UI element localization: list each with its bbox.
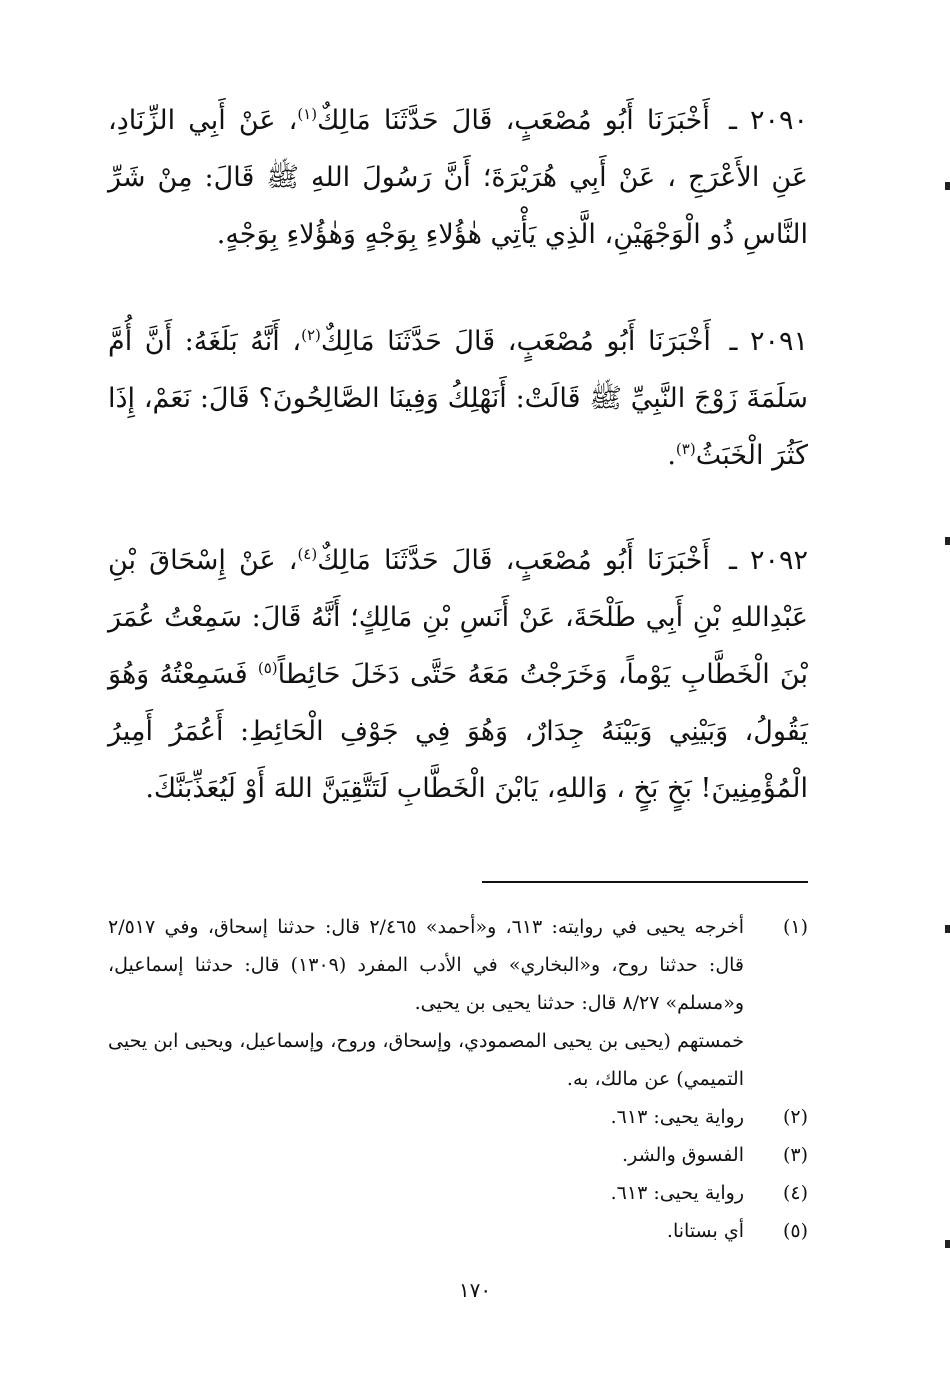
footnote-text: رواية يحيى: ٦١٣. xyxy=(610,1182,744,1204)
footnote-5 xyxy=(108,1212,808,1250)
hadith-number: ٢٠٩٠ ـ xyxy=(728,105,808,136)
footnote-text: رواية يحيى: ٦١٣. xyxy=(610,1106,744,1128)
footnote-3 xyxy=(108,1136,808,1174)
footnote-divider xyxy=(482,881,808,883)
hadith-text: أَخْبَرَنَا أَبُو مُصْعَبٍ، قَالَ حَدَّثَنَا مَالِكٌ xyxy=(317,105,710,136)
hadith-2092 xyxy=(108,532,808,817)
margin-mark xyxy=(945,182,950,190)
hadith-number: ٢٠٩٢ ـ xyxy=(728,545,808,576)
footnote-number: (١) xyxy=(782,916,808,938)
hadith-text: أَخْبَرَنَا أَبُو مُصْعَبٍ، قَالَ حَدَّثَنَا مَالِكٌ xyxy=(320,326,711,357)
footnote-ref: (٣) xyxy=(675,440,696,458)
hadith-text: ، عَنْ إِسْحَاقَ بْنِ عَبْدِاللهِ بْنِ أَبِي طَلْحَةَ، عَنْ أَنَسِ بْنِ مَالِكٍ؛ أَنَّهُ قَالَ: سَمِعْتُ عُمَرَ بْنَ الْخَطَّابِ يَوْماً، وَخَرَجْتُ مَعَهُ حَتَّى دَخَلَ حَائِطاً xyxy=(108,545,808,690)
hadith-number: ٢٠٩١ ـ xyxy=(729,326,809,357)
footnotes xyxy=(108,908,808,1250)
footnote-4 xyxy=(108,1174,808,1212)
footnote-text: أخرجه يحيى في روايته: ٦١٣، و«أحمد» ٢/٤٦٥ قال: حدثنا إسحاق، وفي ٢/٥١٧ قال: حدثنا روح، و«البخاري» في الأدب المفرد (١٣٠٩) قال: حدثنا إسماعيل، و«مسلم» ٨/٢٧ قال: حدثنا يحيى بن يحيى. xyxy=(108,916,745,1014)
margin-mark xyxy=(945,1240,950,1248)
hadith-text: أَخْبَرَنَا أَبُو مُصْعَبٍ، قَالَ حَدَّثَنَا مَالِكٌ xyxy=(317,545,710,576)
footnote-ref: (٤) xyxy=(297,545,318,563)
hadith-2091 xyxy=(108,313,808,484)
footnote-ref: (٢) xyxy=(301,326,321,344)
margin-mark xyxy=(945,537,950,545)
footnote-1-continuation: خمستهم (يحيى بن يحيى المصمودي، وإسحاق، وروح، وإسماعيل، ويحيى ابن يحيى التميمي) عن مالك، به. xyxy=(108,1030,744,1090)
page-number: ١٧٠ xyxy=(458,1278,492,1302)
hadith-text: . xyxy=(667,440,676,471)
footnote-number: (٢) xyxy=(782,1106,808,1128)
hadith-text: فَسَمِعْتُهُ وَهُوَ يَقُولُ، وَبَيْنِي وَبَيْنَهُ جِدَارٌ، وَهُوَ فِي جَوْفِ الْحَائِطِ: أَعُمَرُ أَمِيرُ الْمُؤْمِنِينَ! بَخٍ بَخٍ ، وَاللهِ، يَابْنَ الْخَطَّابِ لَتَتَّقِيَنَّ اللهَ أَوْ لَيُعَذِّبَنَّكَ. xyxy=(108,659,808,804)
footnote-ref: (١) xyxy=(297,105,318,123)
footnote-2 xyxy=(108,1098,808,1136)
footnote-text: الفسوق والشر. xyxy=(622,1144,744,1166)
margin-mark xyxy=(945,925,950,933)
footnote-text: أي بستانا. xyxy=(666,1220,744,1242)
footnote-number: (٤) xyxy=(782,1182,808,1204)
footnote-number: (٥) xyxy=(782,1220,808,1242)
footnote-1 xyxy=(108,908,808,1022)
hadith-text: ، أَنَّهُ بَلَغَهُ: أَنَّ أُمَّ سَلَمَةَ زَوْجَ النَّبِيِّ ﷺ قَالَتْ: أَنَهْلِكُ وَفِينَا الصَّالِحُونَ؟ قَالَ: نَعَمْ، إِذَا كَثُرَ الْخَبَثُ xyxy=(108,326,808,471)
hadith-2090 xyxy=(108,92,808,263)
footnote-number: (٣) xyxy=(782,1144,808,1166)
hadith-text: ، عَنْ أَبِي الزِّنَادِ، عَنِ الأَعْرَجِ ، عَنْ أَبِي هُرَيْرَةَ؛ أَنَّ رَسُولَ اللهِ ﷺ قَالَ: مِنْ شَرِّ النَّاسِ ذُو الْوَجْهَيْنِ، الَّذِي يَأْتِي هٰؤُلاءِ بِوَجْهٍ وَهٰؤُلاءِ بِوَجْهٍ. xyxy=(108,105,808,250)
footnote-ref: (٥) xyxy=(257,659,278,677)
